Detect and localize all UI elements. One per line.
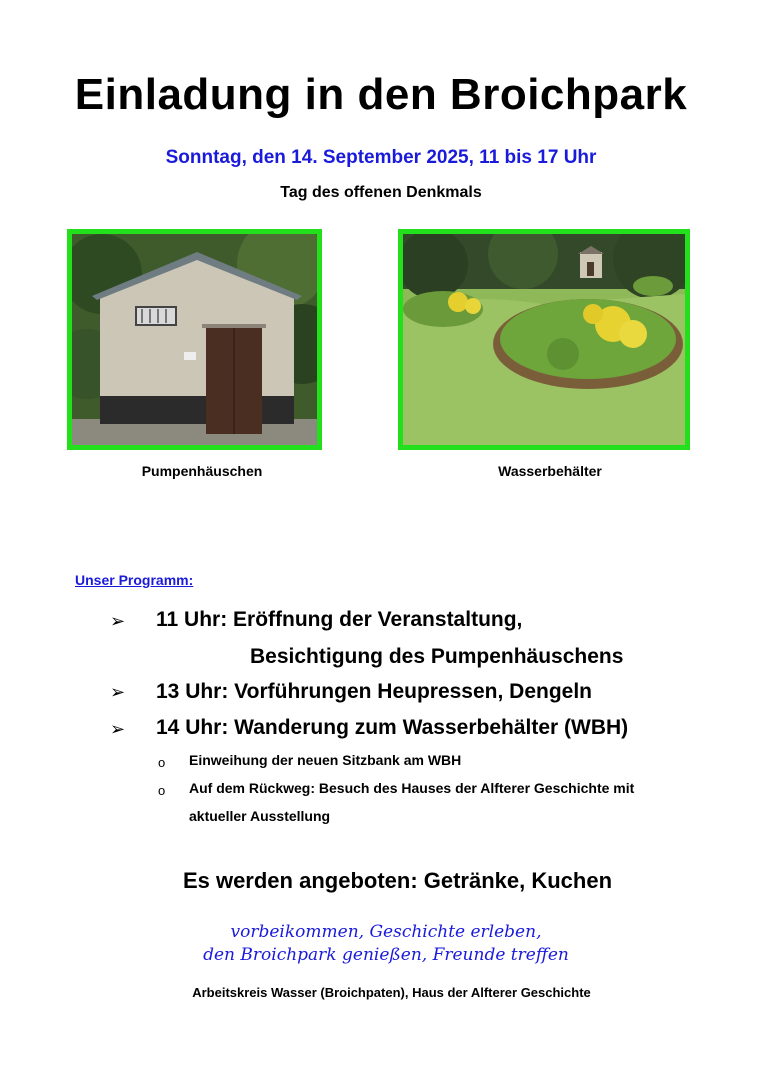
- slogan-line-1: vorbeikommen, Geschichte erleben,: [230, 922, 542, 942]
- offer-line: Es werden angeboten: Getränke, Kuchen: [182, 868, 613, 893]
- arrow-bullet-icon: ➢: [110, 719, 126, 739]
- slogan-line-2: den Broichpark genießen, Freunde treffen: [203, 945, 569, 965]
- program-subitem-2: Auf dem Rückweg: Besuch des Hauses der Alfterer Geschichte mit: [189, 780, 635, 796]
- program-item-1: 11 Uhr: Eröffnung der Veranstaltung,: [156, 608, 523, 631]
- program-subitem-1: Einweihung der neuen Sitzbank am WBH: [189, 752, 462, 768]
- water-reservoir-photo: [398, 229, 690, 450]
- water-reservoir-caption: Wasserbehälter: [498, 463, 602, 479]
- program-subitem-2-continued: aktueller Ausstellung: [189, 808, 331, 824]
- pump-house-photo: [67, 229, 322, 450]
- circle-bullet-icon: o: [158, 783, 166, 798]
- program-item-3: 14 Uhr: Wanderung zum Wasserbehälter (WBH): [156, 716, 629, 739]
- pump-house-caption: Pumpenhäuschen: [141, 463, 263, 479]
- arrow-bullet-icon: ➢: [110, 611, 126, 631]
- event-subtitle: Tag des offenen Denkmals: [280, 184, 482, 201]
- circle-bullet-icon: o: [158, 755, 166, 770]
- program-item-2: 13 Uhr: Vorführungen Heupressen, Dengeln: [156, 680, 593, 703]
- program-item-1-continued: Besichtigung des Pumpenhäuschens: [250, 645, 624, 668]
- organizer-footer: Arbeitskreis Wasser (Broichpaten), Haus der Alfterer Geschichte: [192, 985, 591, 1000]
- program-heading: Unser Programm:: [75, 572, 194, 588]
- page-title: Einladung in den Broichpark: [74, 70, 688, 119]
- event-date: Sonntag, den 14. September 2025, 11 bis 17 Uhr: [165, 147, 597, 168]
- arrow-bullet-icon: ➢: [110, 682, 126, 702]
